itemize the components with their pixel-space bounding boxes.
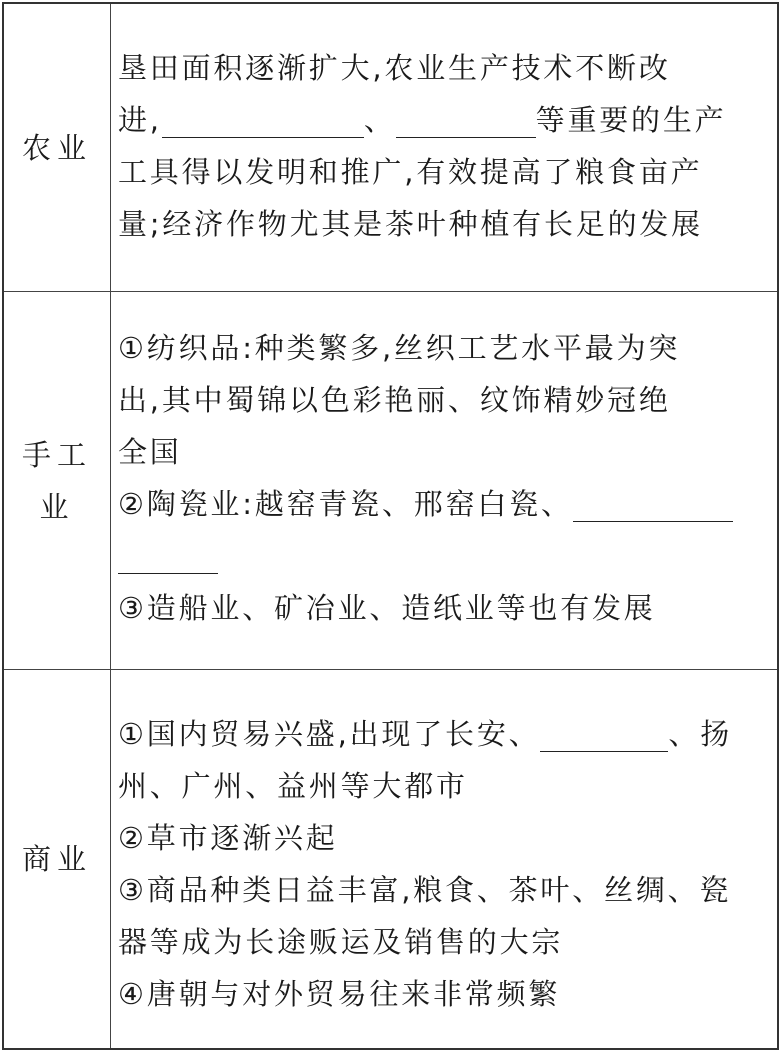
label-handicraft-top: 手工 [21,437,92,472]
agri-line-3: 工具得以发明和推广,有效提高了粮食亩产 [118,155,703,189]
blank-hand-1b[interactable] [118,537,218,574]
comm-line-2: 州、广州、益州等大都市 [118,769,468,803]
blank-agri-1[interactable] [162,101,364,138]
label-agriculture: 农业 [4,4,111,291]
blank-agri-2[interactable] [396,101,536,138]
label-handicraft-bottom: 业 [39,489,75,524]
label-handicraft [4,292,111,669]
agriculture-content [118,42,775,250]
comm-line-4: ③商品种类日益丰富,粮食、茶叶、丝绸、瓷 [118,873,732,907]
hand-line-2: 出,其中蜀锦以色彩艳丽、纹饰精妙冠绝 [118,383,671,417]
hand-line-1: ①纺织品:种类繁多,丝织工艺水平最为突 [118,331,681,365]
blank-hand-1a[interactable] [573,485,733,522]
label-commerce: 商业 [4,670,111,1048]
agri-line-2: 进, 、 等重要的生产 [118,103,727,137]
hand-line-3: 全国 [118,435,182,469]
blank-comm-1[interactable] [540,715,668,752]
comm-line-5: 器等成为长途贩运及销售的大宗 [118,925,564,959]
commerce-content [118,708,775,1020]
agri-line-4: 量;经济作物尤其是茶叶种植有长足的发展 [118,207,703,241]
comm-line-3: ②草市逐渐兴起 [118,821,338,855]
hand-line-4: ②陶瓷业:越窑青瓷、邢窑白瓷、 [118,478,775,530]
comm-line-6: ④唐朝与对外贸易往来非常频繁 [118,977,561,1011]
hand-line-5 [118,530,775,582]
comm-line-1: ①国内贸易兴盛,出现了长安、 、扬 [118,717,733,751]
agri-line-1: 垦田面积逐渐扩大,农业生产技术不断改 [118,51,671,85]
handicraft-content [118,322,775,634]
hand-line-6: ③造船业、矿冶业、造纸业等也有发展 [118,591,656,625]
